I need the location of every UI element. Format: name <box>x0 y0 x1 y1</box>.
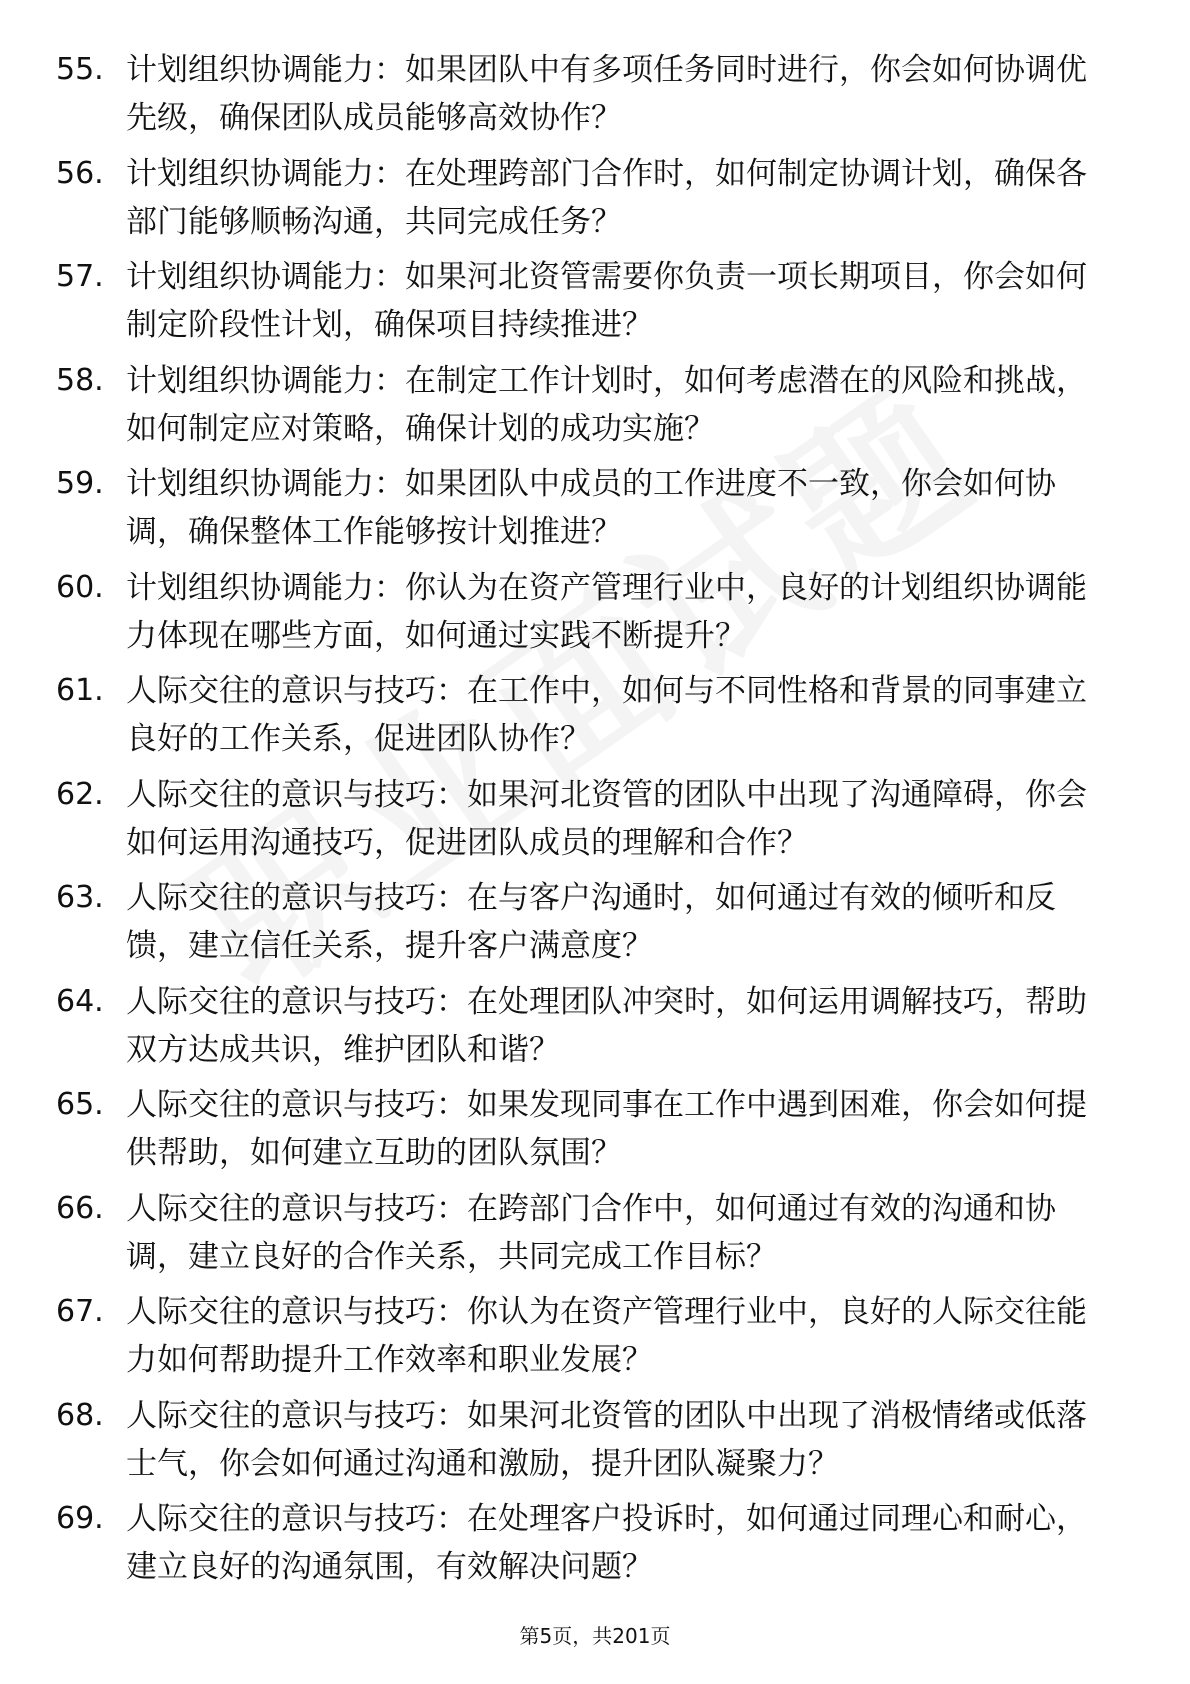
question-text: 计划组织协调能力：你认为在资产管理行业中，良好的计划组织协调能力体现在哪些方面，如何通过实践不断提升？ <box>126 569 1087 654</box>
question-item <box>0 978 1190 1074</box>
question-item <box>0 1392 1190 1488</box>
question-item <box>0 150 1190 246</box>
question-number: 62. <box>56 776 104 812</box>
question-item <box>0 771 1190 867</box>
question-text: 人际交往的意识与技巧：如果发现同事在工作中遇到困难，你会如何提供帮助，如何建立互助的团队氛围？ <box>126 1087 1087 1171</box>
question-item <box>0 1495 1190 1591</box>
question-text: 计划组织协调能力：如果团队中成员的工作进度不一致，你会如何协调，确保整体工作能够按计划推进？ <box>126 466 1056 550</box>
question-number: 67. <box>56 1294 104 1329</box>
question-number: 64. <box>56 983 104 1019</box>
question-number: 66. <box>56 1190 104 1226</box>
question-number: 58. <box>56 362 104 398</box>
question-text: 人际交往的意识与技巧：如果河北资管的团队中出现了消极情绪或低落士气，你会如何通过沟通和激励，提升团队凝聚力？ <box>126 1397 1087 1482</box>
question-text: 人际交往的意识与技巧：在工作中，如何与不同性格和背景的同事建立良好的工作关系，促进团队协作？ <box>126 673 1087 757</box>
question-number: 65. <box>56 1087 104 1122</box>
question-text: 计划组织协调能力：如果团队中有多项任务同时进行，你会如何协调优先级，确保团队成员能够高效协作？ <box>126 52 1087 136</box>
question-item <box>0 874 1190 970</box>
question-text: 人际交往的意识与技巧：在处理客户投诉时，如何通过同理心和耐心，建立良好的沟通氛围，有效解决问题？ <box>126 1501 1087 1585</box>
question-item <box>0 357 1190 453</box>
question-number: 68. <box>56 1397 104 1433</box>
question-text: 人际交往的意识与技巧：你认为在资产管理行业中，良好的人际交往能力如何帮助提升工作效率和职业发展？ <box>126 1294 1087 1378</box>
question-item <box>0 460 1190 556</box>
question-item <box>0 253 1190 349</box>
question-number: 69. <box>56 1501 104 1536</box>
question-text: 人际交往的意识与技巧：在与客户沟通时，如何通过有效的倾听和反馈，建立信任关系，提升客户满意度？ <box>126 880 1056 964</box>
question-number: 56. <box>56 155 104 191</box>
question-text: 人际交往的意识与技巧：如果河北资管的团队中出现了沟通障碍，你会如何运用沟通技巧，促进团队成员的理解和合作？ <box>126 776 1087 861</box>
question-number: 61. <box>56 673 104 708</box>
question-number: 60. <box>56 569 104 605</box>
question-text: 人际交往的意识与技巧：在跨部门合作中，如何通过有效的沟通和协调，建立良好的合作关系，共同完成工作目标？ <box>126 1190 1056 1275</box>
question-item <box>0 46 1190 142</box>
question-list <box>0 46 1190 1599</box>
question-number: 57. <box>56 259 104 294</box>
question-item <box>0 1081 1190 1177</box>
question-item <box>0 1288 1190 1384</box>
question-text: 计划组织协调能力：在制定工作计划时，如何考虑潜在的风险和挑战，如何制定应对策略，确保计划的成功实施？ <box>126 362 1087 447</box>
question-text: 人际交往的意识与技巧：在处理团队冲突时，如何运用调解技巧，帮助双方达成共识，维护团队和谐？ <box>126 983 1087 1068</box>
question-number: 59. <box>56 466 104 501</box>
question-item <box>0 667 1190 763</box>
question-item <box>0 1185 1190 1281</box>
question-number: 63. <box>56 880 104 915</box>
question-number: 55. <box>56 52 104 87</box>
question-item <box>0 564 1190 660</box>
question-text: 计划组织协调能力：在处理跨部门合作时，如何制定协调计划，确保各部门能够顺畅沟通，共同完成任务？ <box>126 155 1087 240</box>
page-footer: 第5页，共201页 <box>519 1624 671 1648</box>
question-text: 计划组织协调能力：如果河北资管需要你负责一项长期项目，你会如何制定阶段性计划，确保项目持续推进？ <box>126 259 1087 343</box>
